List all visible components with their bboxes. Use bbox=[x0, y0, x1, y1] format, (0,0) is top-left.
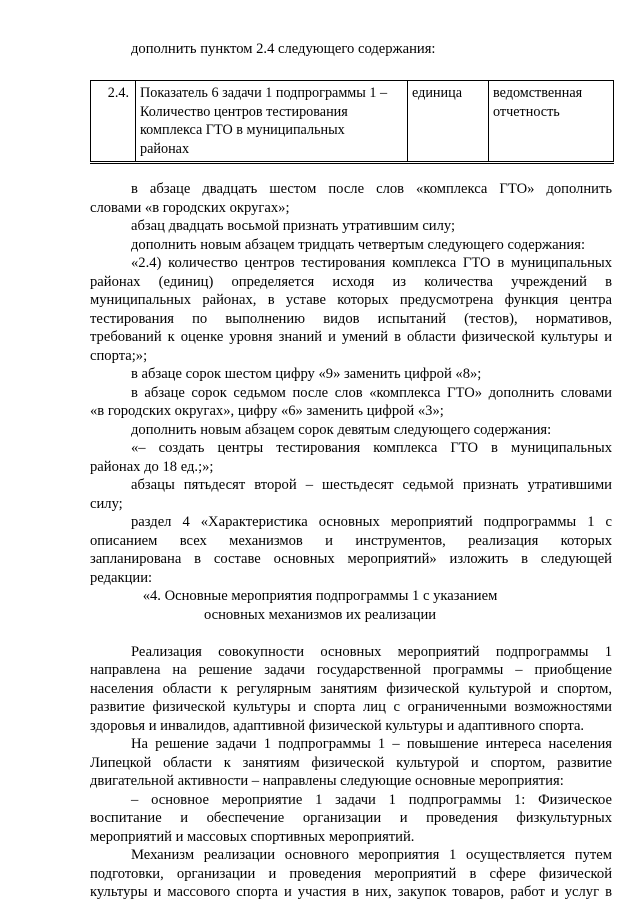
description-line: Показатель 6 задачи 1 подпрограммы 1 – bbox=[140, 85, 388, 101]
section-heading: основных механизмов их реализации bbox=[203, 606, 437, 623]
source-line: ведомственная bbox=[493, 85, 583, 101]
section-line: мероприятий и массовых спортивных мероприятий. bbox=[90, 828, 415, 845]
body-line: «– создать центры тестирования комплекса ГТО в муниципальных bbox=[131, 440, 612, 456]
indicator-description bbox=[136, 81, 408, 163]
body-line: силу; bbox=[90, 495, 123, 512]
table-row bbox=[91, 81, 614, 163]
body-line: запланирована в составе основных мероприятий» изложить в следующей bbox=[90, 551, 612, 567]
description-line: районах bbox=[140, 140, 190, 157]
section-line: На решение задачи 1 подпрограммы 1 – повышение интереса населения bbox=[131, 736, 612, 752]
section-line: двигательной активности – направлены следующие основные мероприятия: bbox=[90, 773, 564, 789]
body-line: дополнить новым абзацем сорок девятым следующего содержания: bbox=[131, 421, 552, 438]
section-line: Реализация совокупности основных мероприятий подпрограммы 1 bbox=[131, 643, 612, 660]
section-line: – основное мероприятие 1 задачи 1 подпрограммы 1: Физическое bbox=[131, 791, 612, 808]
body-line: требований к оценке уровня знаний и умений в области физической культуры и bbox=[90, 329, 612, 345]
body-line: в абзаце сорок седьмом после слов «комплекса ГТО» дополнить словами bbox=[131, 384, 612, 401]
body-line: «2.4) количество центров тестирования комплекса ГТО в муниципальных bbox=[131, 255, 612, 271]
section-line: Механизм реализации основного мероприятия 1 осуществляется путем bbox=[131, 847, 612, 863]
body-line: тестирования по выполнению видов испытаний (тестов), нормативов, bbox=[90, 310, 612, 327]
body-line: редакции: bbox=[90, 569, 153, 586]
section-line: развитие физической культуры и спорта лиц с ограниченными возможностями bbox=[90, 699, 612, 715]
body-line: словами «в городских округах»; bbox=[90, 199, 290, 216]
source-line: отчетность bbox=[493, 103, 560, 120]
unit-cell: единица bbox=[408, 81, 489, 163]
section-line: воспитание и обеспечение организации и проведения физкультурных bbox=[90, 810, 612, 826]
section-line: культуры и массового спорта и участия в них, закупок товаров, работ и услуг в bbox=[90, 884, 612, 900]
body-line: спорта;»; bbox=[90, 347, 148, 364]
description-line: Количество центров тестирования bbox=[140, 103, 348, 120]
source-cell bbox=[489, 81, 614, 163]
section-line: Липецкой области к занятиям физической культурой и спортом, развитие bbox=[90, 754, 612, 771]
body-line: в абзаце двадцать шестом после слов «комплекса ГТО» дополнить bbox=[131, 181, 612, 197]
body-line: раздел 4 «Характеристика основных мероприятий подпрограммы 1 с bbox=[131, 514, 612, 530]
section-line: населения области к регулярным занятиям физической культурой и спортом, bbox=[90, 680, 612, 697]
section-line: здоровья и инвалидов, адаптивной физической культуры и адаптивного спорта. bbox=[90, 717, 585, 734]
row-number: 2.4. bbox=[91, 81, 136, 163]
description-line: комплекса ГТО в муниципальных bbox=[140, 122, 345, 138]
body-line: дополнить новым абзацем тридцать четвертым следующего содержания: bbox=[131, 236, 586, 253]
body-line: в абзаце сорок шестом цифру «9» заменить цифрой «8»; bbox=[131, 366, 482, 382]
section-heading: «4. Основные мероприятия подпрограммы 1 с указанием bbox=[142, 588, 498, 604]
body-line: районах до 18 ед.;»; bbox=[90, 458, 214, 475]
body-line: муниципальных районах, в уставе которых предусмотрена функция центра bbox=[90, 292, 612, 308]
intro-line: дополнить пунктом 2.4 следующего содержания: bbox=[131, 41, 436, 57]
indicator-table bbox=[90, 80, 614, 164]
body-line: абзацы пятьдесят второй – шестьдесят седьмой признать утратившими bbox=[131, 477, 612, 493]
body-line: «в городских округах», цифру «6» заменить цифрой «3»; bbox=[90, 403, 444, 419]
body-line: абзац двадцать восьмой признать утратившим силу; bbox=[131, 218, 456, 234]
section-line: направлена на решение задачи государственной программы – приобщение bbox=[90, 662, 612, 678]
body-line: районах (единиц) определяется исходя из количества учреждений в bbox=[90, 273, 612, 290]
section-line: подготовки, организации и проведения мероприятий в сфере физической bbox=[90, 865, 612, 882]
body-line: описанием всех механизмов и инструментов, реализация которых bbox=[90, 532, 612, 549]
